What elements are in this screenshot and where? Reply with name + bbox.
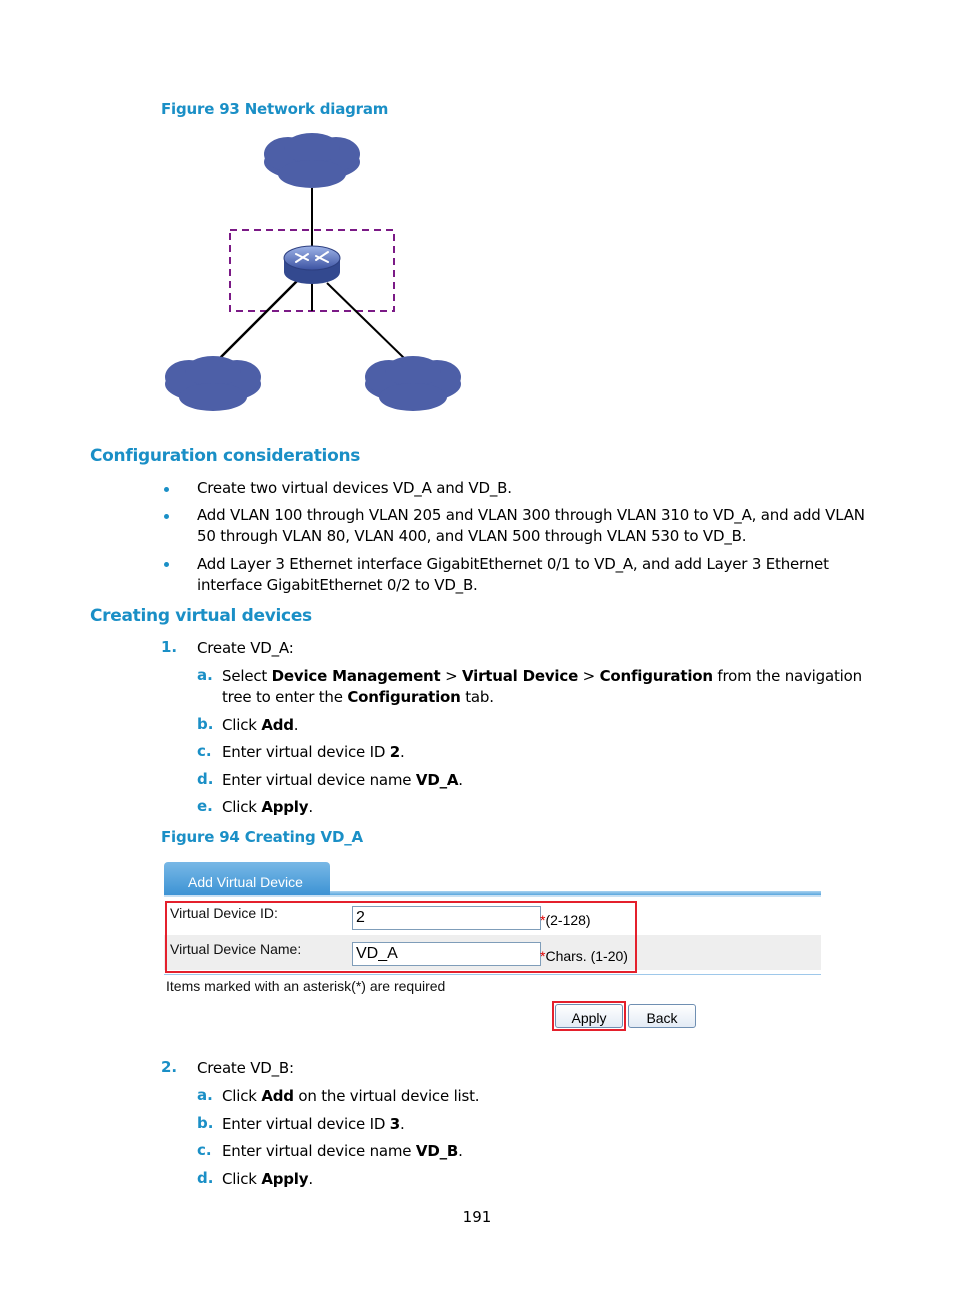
- virtual-device-name-label: Virtual Device Name:: [170, 941, 302, 957]
- link-left: [220, 281, 297, 358]
- figure-94-caption: Figure 94 Creating VD_A: [161, 828, 363, 846]
- step-text: Create VD_B:: [197, 1059, 294, 1077]
- virtual-device-id-hint: *(2-128): [540, 912, 591, 928]
- substep-text: Select Device Management > Virtual Device > Configuration from the navigation tree to enter the Configuration tab.: [222, 667, 862, 706]
- substep-letter: c.: [197, 742, 212, 760]
- required-note: Items marked with an asterisk(*) are required: [166, 978, 446, 994]
- cloud-icon: [165, 356, 261, 411]
- step-number: 1.: [161, 638, 178, 656]
- virtual-device-id-label: Virtual Device ID:: [170, 905, 278, 921]
- back-button[interactable]: Back: [628, 1004, 696, 1028]
- tab-underline: [164, 895, 821, 897]
- substep-letter: b.: [197, 1114, 214, 1132]
- page-number: 191: [462, 1208, 492, 1226]
- section-heading-configuration-considerations: Configuration considerations: [90, 446, 361, 466]
- bullet-icon: [164, 487, 169, 492]
- substep-letter: a.: [197, 1086, 213, 1104]
- substep-text: Click Add on the virtual device list.: [222, 1087, 480, 1105]
- step-number: 2.: [161, 1058, 178, 1076]
- bullet-text: Create two virtual devices VD_A and VD_B.: [197, 479, 512, 497]
- form-bottom-line: [164, 974, 821, 975]
- substep-letter: e.: [197, 797, 213, 815]
- link-right: [327, 283, 404, 358]
- substep-letter: b.: [197, 715, 214, 733]
- cloud-icon: [264, 133, 360, 188]
- router-icon: [284, 246, 340, 284]
- substep-text: Click Apply.: [222, 798, 313, 816]
- virtual-device-name-hint: *Chars. (1-20): [540, 948, 628, 964]
- bullet-icon: [164, 562, 169, 567]
- substep-text: Enter virtual device name VD_B.: [222, 1142, 463, 1160]
- substep-text: Enter virtual device name VD_A.: [222, 771, 463, 789]
- substep-text: Enter virtual device ID 3.: [222, 1115, 405, 1133]
- cloud-icon: [365, 356, 461, 411]
- virtual-device-name-input[interactable]: VD_A: [352, 942, 541, 966]
- step-text: Create VD_A:: [197, 639, 294, 657]
- substep-letter: a.: [197, 666, 213, 684]
- apply-button[interactable]: Apply: [555, 1004, 623, 1028]
- substep-letter: d.: [197, 1169, 214, 1187]
- figure-93-caption: Figure 93 Network diagram: [161, 100, 389, 118]
- substep-text: Click Apply.: [222, 1170, 313, 1188]
- section-heading-creating-virtual-devices: Creating virtual devices: [90, 606, 312, 626]
- virtual-device-id-input[interactable]: 2: [352, 906, 541, 930]
- network-diagram: [160, 128, 470, 420]
- tab-add-virtual-device[interactable]: Add Virtual Device: [164, 862, 330, 895]
- substep-letter: d.: [197, 770, 214, 788]
- substep-letter: c.: [197, 1141, 212, 1159]
- substep-text: Click Add.: [222, 716, 299, 734]
- bullet-icon: [164, 514, 169, 519]
- bullet-text: Add VLAN 100 through VLAN 205 and VLAN 300 through VLAN 310 to VD_A, and add VLAN 50 through VLAN 80, VLAN 400, and VLAN 500 through VLAN 530 to VD_B.: [197, 506, 865, 545]
- bullet-text: Add Layer 3 Ethernet interface GigabitEthernet 0/1 to VD_A, and add Layer 3 Ethernet interface GigabitEthernet 0/2 to VD_B.: [197, 555, 829, 594]
- add-virtual-device-screenshot: [162, 858, 822, 1038]
- substep-text: Enter virtual device ID 2.: [222, 743, 405, 761]
- highlight-form-fields: [165, 901, 637, 973]
